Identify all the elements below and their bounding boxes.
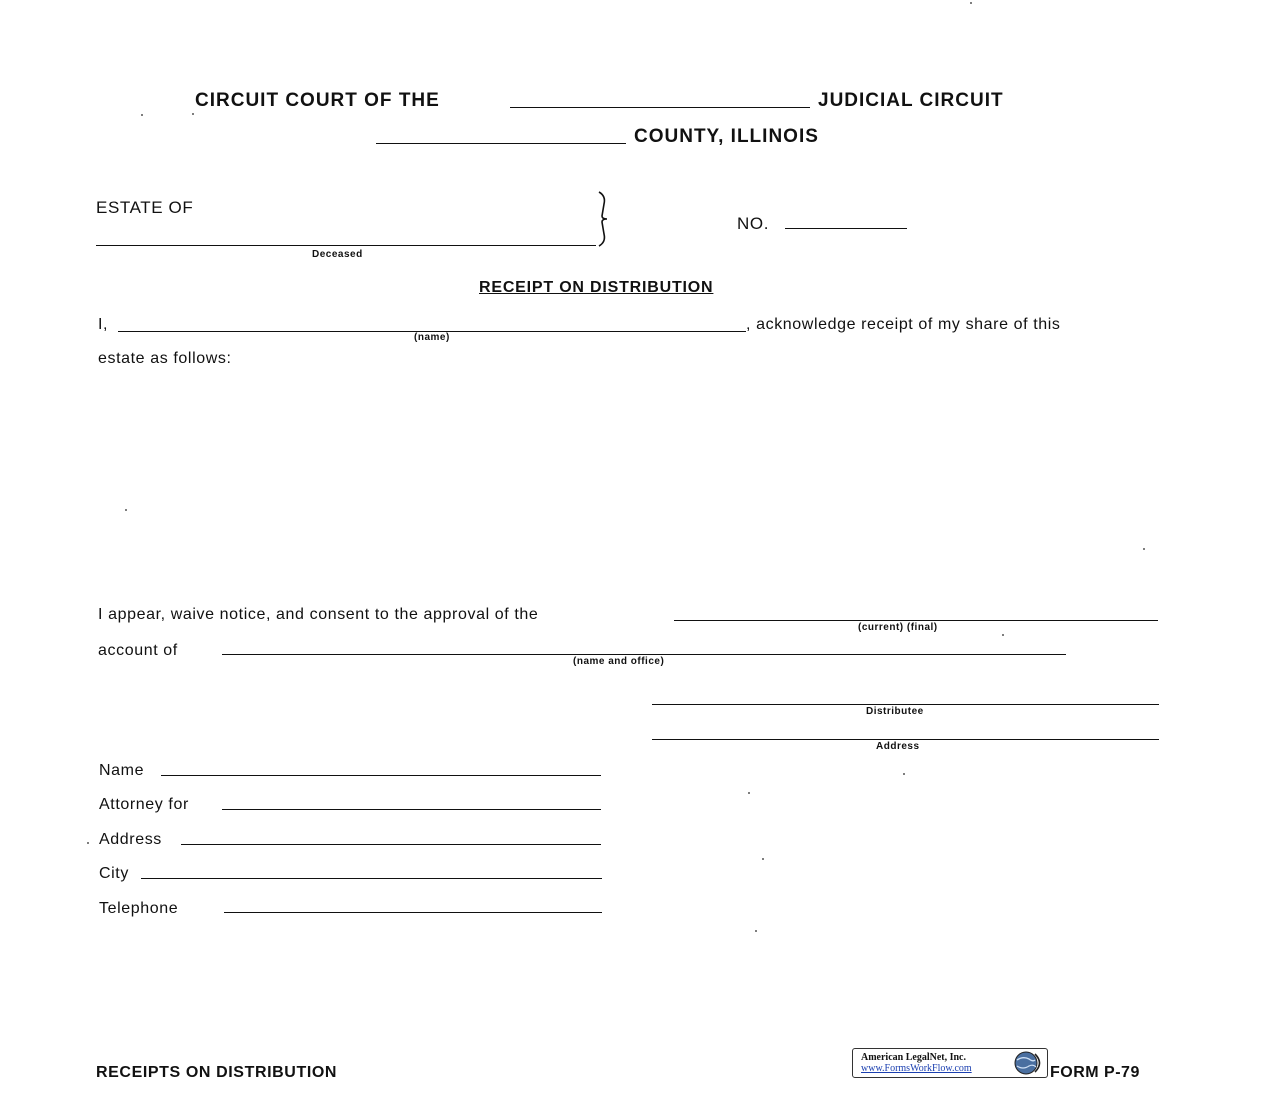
logo-company-name: American LegalNet, Inc. [861, 1052, 966, 1063]
logo-website-link[interactable]: www.FormsWorkFlow.com [861, 1063, 972, 1074]
attorney-name-label: Name [99, 762, 145, 779]
account-of-line[interactable] [222, 654, 1066, 655]
scan-speck [87, 842, 89, 844]
scan-speck [762, 858, 764, 860]
attorney-name-line[interactable] [161, 775, 601, 776]
form-title: RECEIPT ON DISTRIBUTION [479, 279, 714, 296]
scan-speck [1143, 548, 1145, 550]
attorney-city-line[interactable] [141, 878, 602, 879]
distributee-address-line[interactable] [652, 739, 1159, 740]
attorney-address-label: Address [99, 831, 162, 848]
attorney-for-label: Attorney for [99, 796, 189, 813]
american-legalnet-logo[interactable] [852, 1048, 1048, 1078]
account-of-label: account of [98, 642, 178, 659]
scan-speck [748, 792, 750, 794]
form-number: FORM P-79 [1050, 1064, 1140, 1081]
attorney-telephone-line[interactable] [224, 912, 602, 913]
judicial-circuit-line[interactable] [510, 107, 810, 108]
scan-speck [1002, 634, 1004, 636]
ack-suffix: , acknowledge receipt of my share of this [746, 316, 1061, 333]
scan-speck [970, 2, 972, 4]
current-final-caption: (current) (final) [858, 622, 938, 633]
ack-line2: estate as follows: [98, 350, 232, 367]
consent-text: I appear, waive notice, and consent to the approval of the [98, 606, 539, 623]
attorney-telephone-label: Telephone [99, 900, 179, 917]
caption-bracket [596, 190, 612, 248]
footer-left-title: RECEIPTS ON DISTRIBUTION [96, 1064, 338, 1081]
county-label: COUNTY, ILLINOIS [634, 126, 819, 147]
distributee-address-caption: Address [876, 741, 920, 752]
deceased-caption: Deceased [312, 249, 363, 260]
estate-of-label: ESTATE OF [96, 198, 194, 217]
ack-name-caption: (name) [414, 332, 450, 343]
court-suffix: JUDICIAL CIRCUIT [818, 90, 1004, 111]
attorney-address-line[interactable] [181, 844, 601, 845]
case-no-line[interactable] [785, 228, 907, 229]
estate-name-line[interactable] [96, 245, 596, 246]
case-no-label: NO. [737, 214, 770, 233]
globe-icon [1011, 1050, 1045, 1076]
scan-speck [141, 114, 143, 116]
name-office-caption: (name and office) [573, 656, 665, 667]
distributee-line[interactable] [652, 704, 1159, 705]
court-prefix: CIRCUIT COURT OF THE [195, 90, 440, 111]
scan-speck [755, 930, 757, 932]
scan-speck [903, 773, 905, 775]
county-line[interactable] [376, 143, 626, 144]
attorney-city-label: City [99, 865, 129, 882]
distributee-caption: Distributee [866, 706, 924, 717]
ack-prefix: I, [98, 316, 109, 333]
attorney-for-line[interactable] [222, 809, 601, 810]
scan-speck [192, 113, 194, 115]
scan-speck [125, 509, 127, 511]
current-final-line[interactable] [674, 620, 1158, 621]
